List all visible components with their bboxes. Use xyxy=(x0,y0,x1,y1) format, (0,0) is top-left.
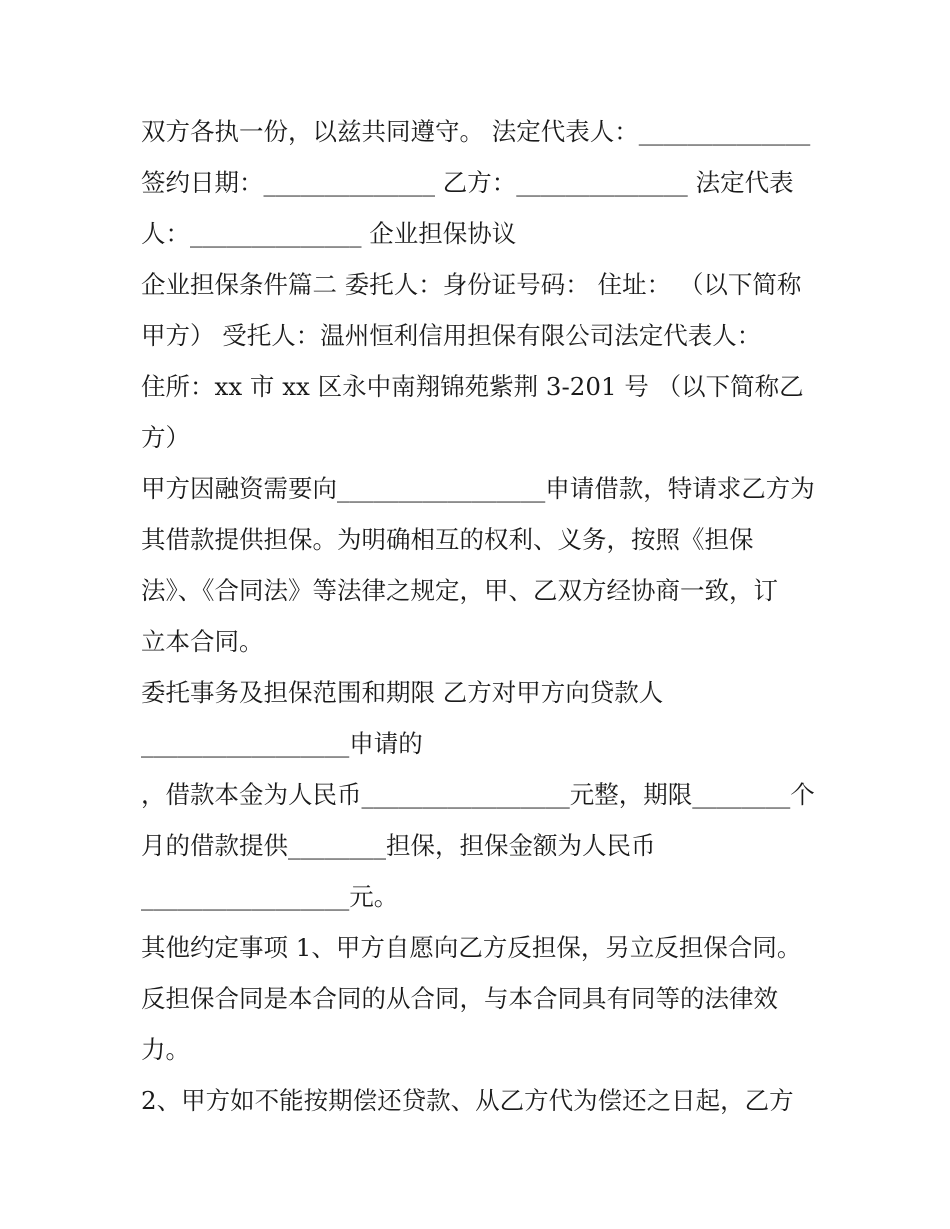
text-line: ，借款本金为人民币_________________元整，期限________个 xyxy=(141,780,815,809)
text-line: 其他约定事项 1、甲方自愿向乙方反担保，另立反担保合同。 xyxy=(141,933,802,962)
text-line: 住所：xx 市 xx 区永中南翔锦苑紫荆 3-201 号 （以下简称乙 xyxy=(141,372,804,401)
text-line: 立本合同。 xyxy=(141,627,264,656)
text-line: 力。 xyxy=(141,1035,190,1064)
document-body xyxy=(141,106,813,1126)
text-line: _________________申请的 xyxy=(141,729,423,758)
text-line: 签约日期：______________ 乙方：______________ 法定代表 xyxy=(141,168,794,197)
text-line: 反担保合同是本合同的从合同，与本合同具有同等的法律效 xyxy=(141,984,778,1013)
text-line: 法》、《合同法》等法律之规定，甲、乙双方经协商一致，订 xyxy=(141,576,778,605)
text-line: 双方各执一份，以兹共同遵守。 法定代表人：______________ xyxy=(141,117,811,146)
text-line: 月的借款提供________担保，担保金额为人民币 xyxy=(141,831,656,860)
text-line: 2、甲方如不能按期偿还贷款、从乙方代为偿还之日起，乙方 xyxy=(141,1086,794,1115)
text-line: 甲方因融资需要向_________________申请借款，特请求乙方为 xyxy=(141,474,815,503)
text-line: _________________元。 xyxy=(141,882,399,911)
text-line: 企业担保条件篇二 委托人：身份证号码： 住址： （以下简称 xyxy=(141,270,802,299)
text-line: 人：______________ 企业担保协议 xyxy=(141,219,517,248)
text-line: 方） xyxy=(141,423,190,452)
text-line: 甲方） 受托人：温州恒利信用担保有限公司法定代表人： xyxy=(141,321,762,350)
text-line: 其借款提供担保。为明确相互的权利、义务，按照《担保 xyxy=(141,525,754,554)
text-line: 委托事务及担保范围和期限 乙方对甲方向贷款人 xyxy=(141,678,664,707)
